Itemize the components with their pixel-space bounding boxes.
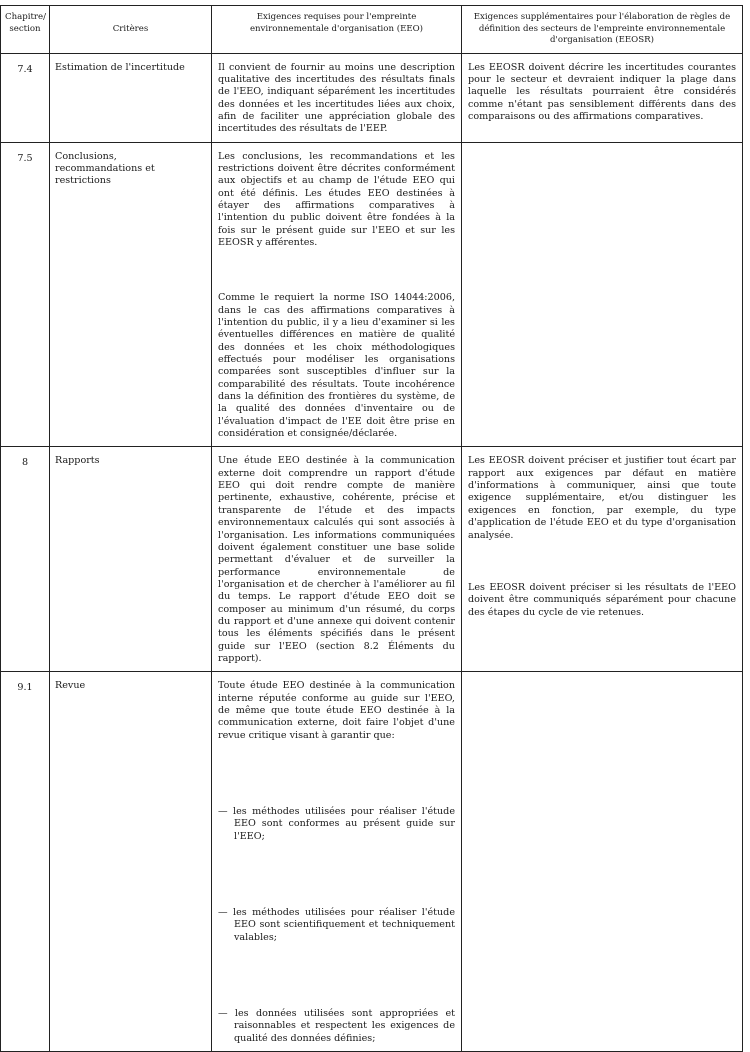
eeosr-requirement: [462, 142, 743, 447]
supplementary-paragraph: Les EEOSR doivent préciser si les résultats de l'EEO doivent être communiqués séparément pour chacune des étapes du cycle de vie retenues.: [468, 581, 736, 618]
bullet-item: — les méthodes utilisées pour réaliser l'étude EEO sont scientifiquement et techniquement valables;: [218, 907, 455, 943]
table-row: [1, 53, 743, 142]
eeo-requirement: [212, 142, 462, 447]
criterion: Rapports: [50, 447, 212, 672]
section-number: 7.5: [1, 142, 50, 447]
requirement-paragraph: Les conclusions, les recommandations et les restrictions doivent être décrites conformément aux objectifs et au champ de l'étude EEO qui ont été définis. Les études EEO destinées à étayer des affirmations comparatives à l'intention du public doivent être fondées à la fois sur le présent guide sur l'EEO et sur les EEOSR y afférentes.: [218, 150, 455, 248]
eeosr-requirement: [462, 447, 743, 672]
header-eeo-requirements: Exigences requises pour l'empreinte environnementale d'organisation (EEO): [212, 6, 462, 54]
eeo-requirement: [212, 672, 462, 1052]
section-number: 8: [1, 447, 50, 672]
header-eeosr-requirements: Exigences supplémentaires pour l'élaboration de règles de définition des secteurs de l'empreinte environnementale d'organisation (EEOSR): [462, 6, 743, 54]
section-number: 9.1: [1, 672, 50, 1052]
supplementary-paragraph: Les EEOSR doivent décrire les incertitudes courantes pour le secteur et devraient indiquer la plage dans laquelle les résultats pourraient être considérés comme n'étant pas sensiblement différents dans des comparaisons ou des affirmations comparatives.: [468, 61, 736, 122]
table-row: [1, 672, 743, 1052]
bullet-item: — les méthodes utilisées pour réaliser l'étude EEO sont conformes au présent guide sur l'EEO;: [218, 806, 455, 842]
requirements-table: [0, 5, 743, 1052]
requirement-paragraph: Toute étude EEO destinée à la communication interne réputée conforme au guide sur l'EEO, de même que toute étude EEO destinée à la communication externe, doit faire l'objet d'une revue critique visant à garantir que:: [218, 680, 455, 741]
criterion: Estimation de l'incertitude: [50, 53, 212, 142]
header-section: Chapitre/ section: [1, 6, 50, 54]
header-criteria: Critères: [50, 6, 212, 54]
eeo-requirement: [212, 53, 462, 142]
table-header-row: [1, 6, 743, 54]
requirement-paragraph: Une étude EEO destinée à la communication externe doit comprendre un rapport d'étude EEO qui doit rendre compte de manière pertinente, exhaustive, cohérente, précise et transparente de l'étude et des impacts environnementaux calculés qui sont associés à l'organisation. Les informations communiquées doivent également constituer une base solide permettant d'évaluer et de surveiller la performance environnementale de l'organisation et de chercher à l'améliorer au fil du temps. Le rapport d'étude EEO doit se composer au minimum d'un résumé, du corps du rapport et d'une annexe qui doivent contenir tous les éléments spécifiés dans le présent guide sur l'EEO (section 8.2 Éléments du rapport).: [218, 455, 455, 664]
eeosr-requirement: [462, 672, 743, 1052]
criterion: Revue: [50, 672, 212, 1052]
requirement-paragraph: Comme le requiert la norme ISO 14044:2006, dans le cas des affirmations comparatives à l'intention du public, il y a lieu d'examiner si les éventuelles différences en matière de qualité des données et les choix méthodologiques effectués pour modéliser les organisations comparées sont susceptibles d'influer sur la comparabilité des résultats. Toute incohérence dans la définition des frontières du système, de la qualité des données d'inventaire ou de l'évaluation d'impact de l'EE doit être prise en considération et consignée/déclarée.: [218, 292, 455, 440]
section-number: 7.4: [1, 53, 50, 142]
eeosr-requirement: [462, 53, 743, 142]
eeo-requirement: [212, 447, 462, 672]
supplementary-paragraph: Les EEOSR doivent préciser et justifier tout écart par rapport aux exigences par défaut en matière d'informations à communiquer, ainsi que toute exigence supplémentaire, et/ou distinguer les exigences en fonction, par exemple, du type d'application de l'étude EEO et du type d'organisation analysée.: [468, 455, 736, 541]
requirement-paragraph: Il convient de fournir au moins une description qualitative des incertitudes des résultats finals de l'EEO, indiquant séparément les incertitudes des données et les incertitudes liées aux choix, afin de faciliter une appréciation globale des incertitudes des résultats de l'EEP.: [218, 61, 455, 135]
criterion: Conclusions, recommandations et restrictions: [50, 142, 212, 447]
table-row: [1, 447, 743, 672]
table-row: [1, 142, 743, 447]
bullet-item: — les données utilisées sont appropriées et raisonnables et respectent les exigences de qualité des données définies;: [218, 1008, 455, 1044]
